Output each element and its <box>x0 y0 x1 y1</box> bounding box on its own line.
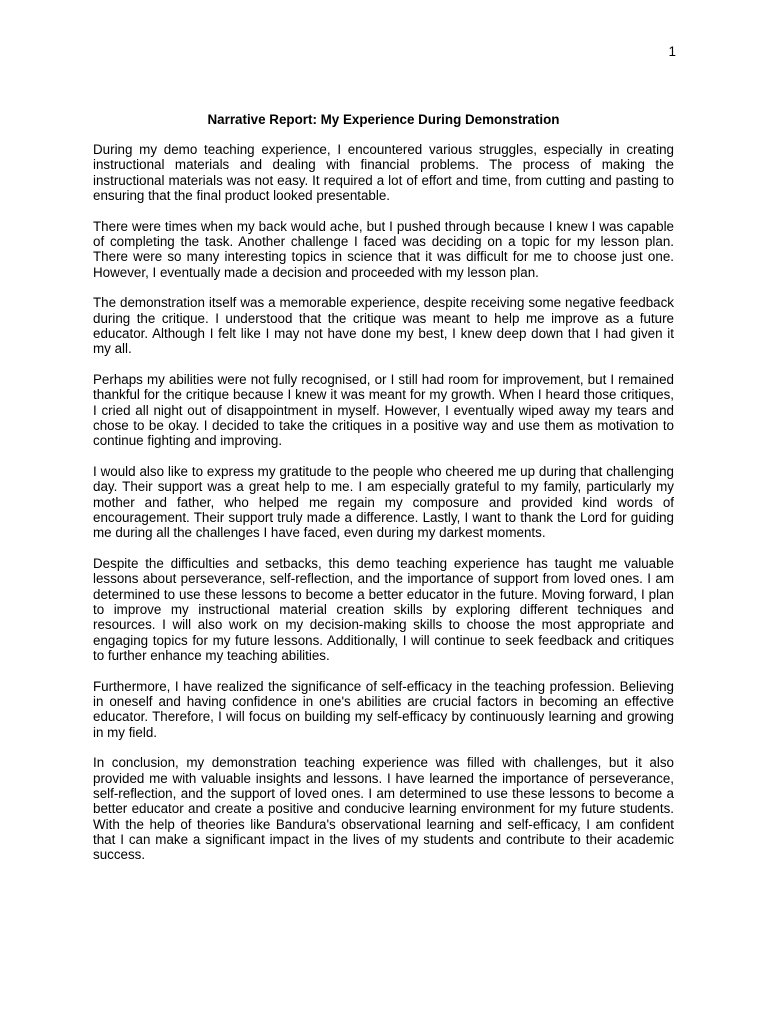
paragraph-1: During my demo teaching experience, I encountered various struggles, especially in creating instructional materials and dealing with financial problems. The process of making the instructional materials was not easy. It required a lot of effort and time, from cutting and pasting to ensuring that the final product looked presentable. <box>93 142 674 204</box>
paragraph-2: There were times when my back would ache, but I pushed through because I knew I was capable of completing the task. Another challenge I faced was deciding on a topic for my lesson plan. There were so many interesting topics in science that it was difficult for me to choose just one. However, I eventually made a decision and proceeded with my lesson plan. <box>93 218 674 280</box>
paragraph-6: Despite the difficulties and setbacks, this demo teaching experience has taught me valuable lessons about perseverance, self-reflection, and the importance of support from loved ones. I am determined to use these lessons to become a better educator in the future. Moving forward, I plan to improve my instructional material creation skills by exploring different techniques and resources. I will also work on my decision-making skills to choose the most appropriate and engaging topics for my future lessons. Additionally, I will continue to seek feedback and critiques to further enhance my teaching abilities. <box>93 556 674 664</box>
paragraph-8: In conclusion, my demonstration teaching experience was filled with challenges, but it also provided me with valuable insights and lessons. I have learned the importance of perseverance, self-reflection, and the support of loved ones. I am determined to use these lessons to become a better educator and create a positive and conducive learning environment for my future students. With the help of theories like Bandura's observational learning and self-efficacy, I am confident that I can make a significant impact in the lives of my students and contribute to their academic success. <box>93 755 674 863</box>
paragraph-5: I would also like to express my gratitude to the people who cheered me up during that challenging day. Their support was a great help to me. I am especially grateful to my family, particularly my mother and father, who helped me regain my composure and provided kind words of encouragement. Their support truly made a difference. Lastly, I want to thank the Lord for guiding me during all the challenges I have faced, even during my darkest moments. <box>93 464 674 541</box>
paragraph-4: Perhaps my abilities were not fully recognised, or I still had room for improvement, but I remained thankful for the critique because I knew it was meant for my growth. When I heard those critiques, I cried all night out of disappointment in myself. However, I eventually wiped away my tears and chose to be okay. I decided to take the critiques in a positive way and use them as motivation to continue fighting and improving. <box>93 372 674 449</box>
paragraph-7: Furthermore, I have realized the significance of self-efficacy in the teaching profession. Believing in oneself and having confidence in one's abilities are crucial factors in becoming an effective educator. Therefore, I will focus on building my self-efficacy by continuously learning and growing in my field. <box>93 678 674 740</box>
document-title: Narrative Report: My Experience During Demonstration <box>207 112 560 127</box>
document-body <box>93 142 674 878</box>
page-number: 1 <box>668 44 676 59</box>
paragraph-3: The demonstration itself was a memorable experience, despite receiving some negative feedback during the critique. I understood that the critique was meant to help me improve as a future educator. Although I felt like I may not have done my best, I knew deep down that I had given it my all. <box>93 295 674 357</box>
